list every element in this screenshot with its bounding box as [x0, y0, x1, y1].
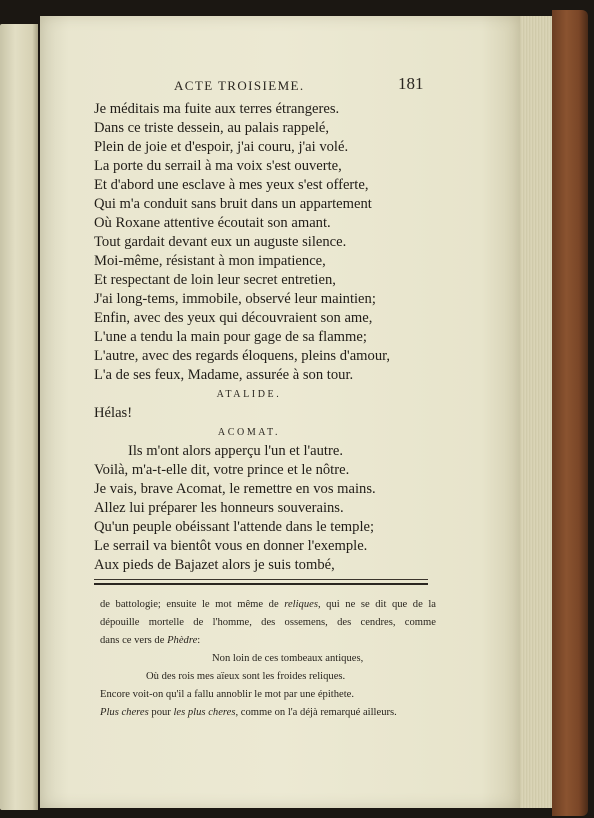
verse-line: Qui m'a conduit sans bruit dans un appartement: [94, 196, 372, 212]
speaker-name-atalide: ATALIDE.: [216, 389, 282, 400]
footnote-divider: [94, 579, 428, 580]
verse-line: J'ai long-tems, immobile, observé leur maintien;: [94, 291, 376, 307]
footnote-line: dépouille mortelle de l'homme, des ossemens, des cendres, comme: [100, 617, 436, 628]
footnote-text: :: [197, 635, 201, 646]
footnote-italic: Plus cheres: [100, 707, 149, 718]
footnote-italic: les plus cheres: [173, 707, 236, 718]
footnote-line: Encore voit-on qu'il a fallu annoblir le mot par une épithete.: [100, 689, 355, 700]
leather-cover: [552, 10, 588, 816]
verse-line: Allez lui préparer les honneurs souverains.: [94, 500, 344, 516]
footnote-text: de battologie; ensuite le mot même de: [100, 599, 285, 610]
verse-line: Ils m'ont alors apperçu l'un et l'autre.: [128, 443, 343, 459]
footnote-quote-line: Non loin de ces tombeaux antiques,: [212, 653, 364, 664]
footnote-text: , comme on l'a déjà remarqué ailleurs.: [235, 707, 397, 718]
footnote-line: [100, 596, 436, 614]
verse-line: L'a de ses feux, Madame, assurée à son tour.: [94, 367, 354, 383]
speaker-name-acomat: ACOMAT.: [217, 427, 281, 438]
footnote-line: [100, 704, 436, 722]
footnote-italic: reliques: [284, 599, 318, 610]
verse-line: Je méditais ma fuite aux terres étrangeres.: [94, 101, 340, 117]
verse-line: Dans ce triste dessein, au palais rappelé,: [94, 120, 330, 136]
verse-line: Qu'un peuple obéissant l'attende dans le temple;: [94, 519, 375, 535]
page-number: 181: [398, 74, 424, 93]
verse-line: Hélas!: [94, 405, 133, 421]
verse-line: Moi-même, résistant à mon impatience,: [94, 253, 326, 269]
footnote-text: dans ce vers de: [100, 635, 168, 646]
verse-line: Je vais, brave Acomat, le remettre en vos mains.: [94, 481, 376, 497]
verse-line: Voilà, m'a-t-elle dit, votre prince et le nôtre.: [94, 462, 350, 478]
page-header: [40, 74, 520, 96]
verse-line: Le serrail va bientôt vous en donner l'exemple.: [94, 538, 368, 554]
verse-line: Aux pieds de Bajazet alors je suis tombé,: [94, 557, 335, 573]
verse-line: L'une a tendu la main pour gage de sa flamme;: [94, 329, 367, 345]
verse-text: [94, 100, 514, 575]
verse-line: Où Roxane attentive écoutait son amant.: [94, 215, 331, 231]
verse-line: Plein de joie et d'espoir, j'ai couru, j'ai volé.: [94, 139, 349, 155]
verse-line: Tout gardait devant eux un auguste silence.: [94, 234, 347, 250]
footnote-divider-thick: [94, 583, 428, 585]
footnote-text: , qui ne se dit que de la: [317, 599, 436, 610]
footnote-italic: Phèdre: [167, 635, 198, 646]
verse-line: L'autre, avec des regards éloquens, pleins d'amour,: [94, 348, 391, 364]
verse-line: Enfin, avec des yeux qui découvraient son ame,: [94, 310, 373, 326]
page-fore-edge: [520, 16, 552, 808]
left-page-edge: [0, 24, 38, 810]
verse-line: La porte du serrail à ma voix s'est ouverte,: [94, 158, 342, 174]
footnote: [100, 596, 436, 722]
footnote-text: pour: [148, 707, 174, 718]
verse-line: Et d'abord une esclave à mes yeux s'est offerte,: [94, 177, 369, 193]
verse-line: Et respectant de loin leur secret entretien,: [94, 272, 336, 288]
footnote-line: [100, 632, 436, 650]
running-title: ACTE TROISIEME.: [174, 78, 305, 93]
footnote-quote-line: Où des rois mes aïeux sont les froides reliques.: [146, 671, 346, 682]
